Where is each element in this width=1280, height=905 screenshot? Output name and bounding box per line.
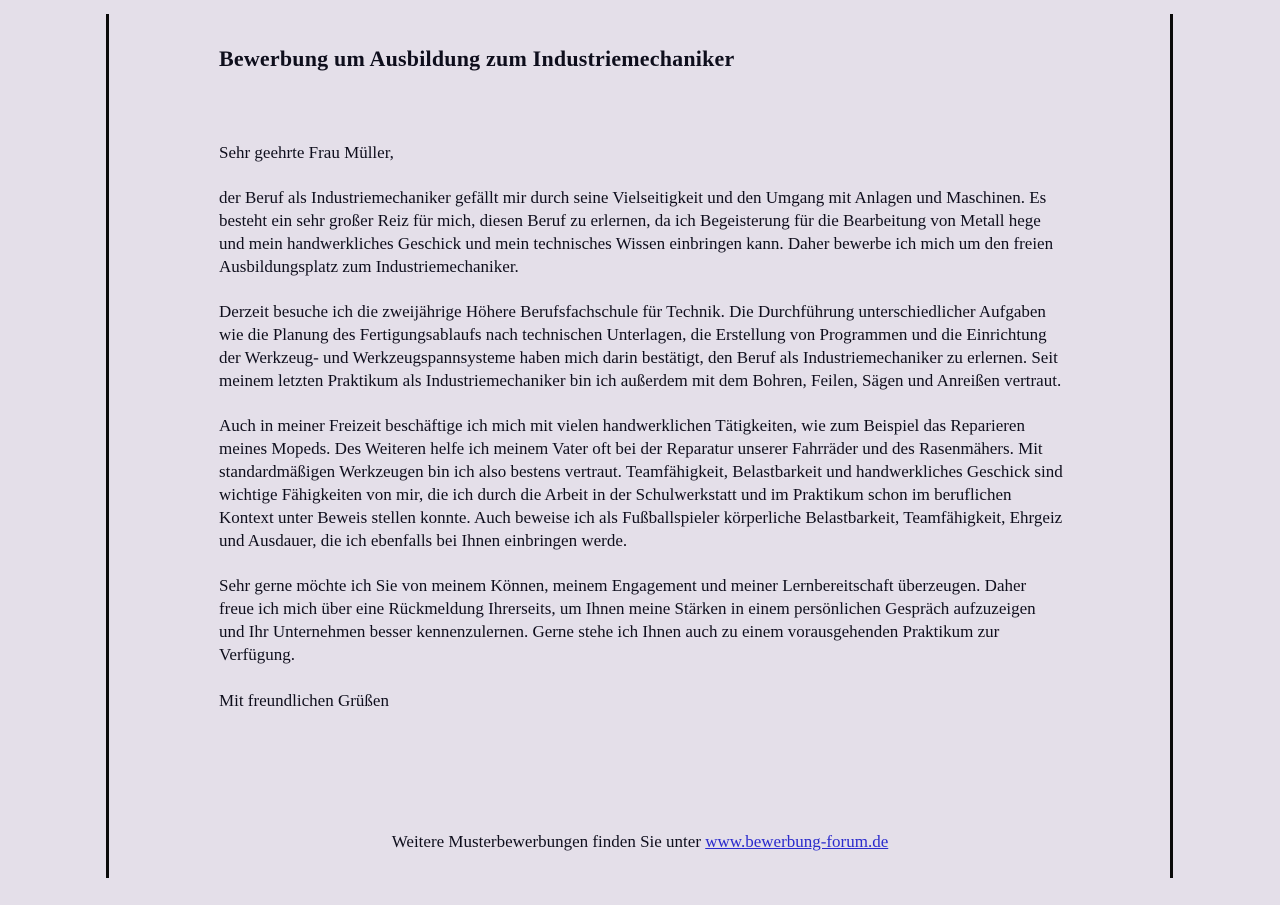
left-border-rule (106, 14, 109, 878)
paragraph-skills: Auch in meiner Freizeit beschäftige ich mich mit vielen handwerklichen Tätigkeiten, wie zum Beispiel das Reparieren meines Mopeds. Des Weiteren helfe ich meinem Vater oft bei der Reparatur unserer Fahrräder und des Rasenmähers. Mit standardmäßigen Werkzeugen bin ich also bestens vertraut. Teamfähigkeit, Belastbarkeit und handwerkliches Geschick sind wichtige Fähigkeiten von mir, die ich durch die Arbeit in der Schulwerkstatt und im Praktikum schon im beruflichen Kontext unter Beweis stellen konnte. Auch beweise ich als Fußballspieler körperliche Belastbarkeit, Teamfähigkeit, Ehrgeiz und Ausdauer, die ich ebenfalls bei Ihnen einbringen werde. (219, 416, 1063, 550)
letter-body (219, 45, 1064, 712)
footer-text: Weitere Musterbewerbungen finden Sie unter (391, 832, 706, 851)
footer-link[interactable]: www.bewerbung-forum.de (705, 832, 889, 851)
salutation: Sehr geehrte Frau Müller, (219, 143, 394, 162)
right-border-rule (1170, 14, 1173, 878)
paragraph-education: Derzeit besuche ich die zweijährige Höhere Berufsfachschule für Technik. Die Durchführung unterschiedlicher Aufgaben wie die Planung des Fertigungsablaufs nach technischen Unterlagen, die Erstellung von Programmen und die Einrichtung der Werkzeug- und Werkzeugspannsysteme haben mich darin bestätigt, den Beruf als Industriemechaniker zu erlernen. Seit meinem letzten Praktikum als Industriemechaniker bin ich außerdem mit dem Bohren, Feilen, Sägen und Anreißen vertraut. (219, 302, 1062, 390)
paragraph-introduction: der Beruf als Industriemechaniker gefällt mir durch seine Vielseitigkeit und den Umgang mit Anlagen und Maschinen. Es besteht ein sehr großer Reiz für mich, diesen Beruf zu erlernen, da ich Begeisterung für die Bearbeitung von Metall hege und mein handwerkliches Geschick und mein technisches Wissen einbringen kann. Daher bewerbe ich mich um den freien Ausbildungsplatz zum Industriemechaniker. (219, 188, 1054, 276)
closing-line: Mit freundlichen Grüßen (219, 691, 389, 710)
page-title: Bewerbung um Ausbildung zum Industriemechaniker (219, 46, 735, 71)
footer (0, 830, 1280, 853)
paragraph-conclusion: Sehr gerne möchte ich Sie von meinem Können, meinem Engagement und meiner Lernbereitschaft überzeugen. Daher freue ich mich über eine Rückmeldung Ihrerseits, um Ihnen meine Stärken in einem persönlichen Gespräch aufzuzeigen und Ihr Unternehmen besser kennenzulernen. Gerne stehe ich Ihnen auch zu einem vorausgehenden Praktikum zur Verfügung. (219, 576, 1036, 664)
